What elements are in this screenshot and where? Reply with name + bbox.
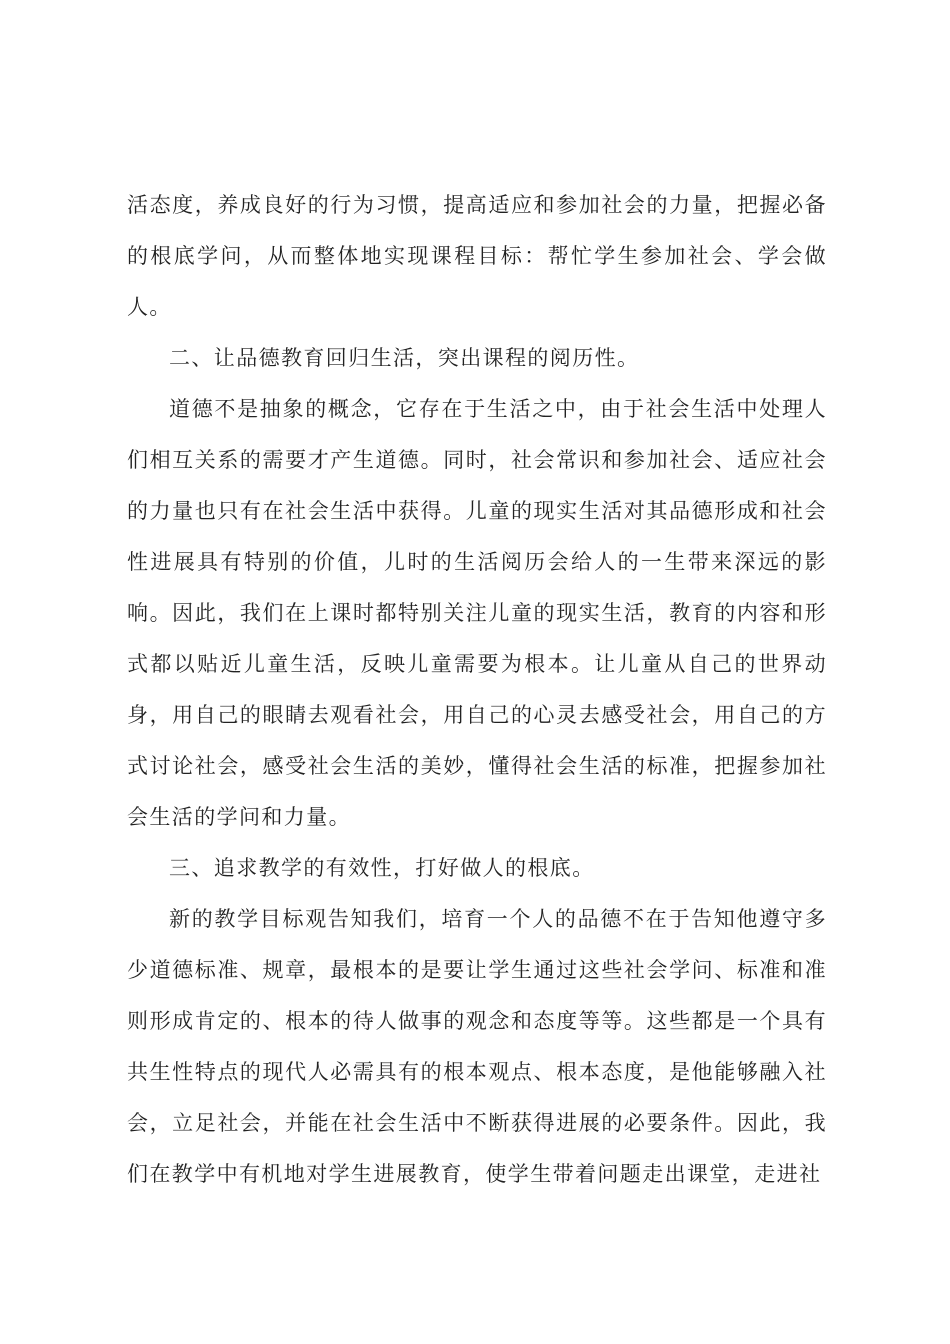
paragraph-teaching-goals: 新的教学目标观告知我们，培育一个人的品德不在于告知他遵守多少道德标准、规章，最根本的是要让学生通过这些社会学问、标准和准则形成肯定的、根本的待人做事的观念和态度等等。这些都是一个具有共生性特点的现代人必需具有的根本观点、根本态度，是他能够融入社会，立足社会，并能在社会生活中不断获得进展的必要条件。因此，我们在教学中有机地对学生进展教育，使学生带着问题走出课堂，走进社 — [127, 907, 827, 1186]
section-heading-3: 三、追求教学的有效性，打好做人的根底。 — [169, 856, 595, 880]
document-body — [127, 180, 827, 1200]
section-heading-2: 二、让品德教育回归生活，突出课程的阅历性。 — [169, 346, 640, 370]
paragraph-moral-life: 道德不是抽象的概念，它存在于生活之中，由于社会生活中处理人们相互关系的需要才产生道德。同时，社会常识和参加社会、适应社会的力量也只有在社会生活中获得。儿童的现实生活对其品德形成和社会性进展具有特别的价值，儿时的生活阅历会给人的一生带来深远的影响。因此，我们在上课时都特别关注儿童的现实生活，教育的内容和形式都以贴近儿童生活，反映儿童需要为根本。让儿童从自己的世界动身，用自己的眼睛去观看社会，用自己的心灵去感受社会，用自己的方式讨论社会，感受社会生活的美妙，懂得社会生活的标准，把握参加社会生活的学问和力量。 — [127, 397, 827, 829]
paragraph-continuation: 活态度，养成良好的行为习惯，提高适应和参加社会的力量，把握必备的根底学问，从而整体地实现课程目标：帮忙学生参加社会、学会做人。 — [127, 193, 827, 319]
